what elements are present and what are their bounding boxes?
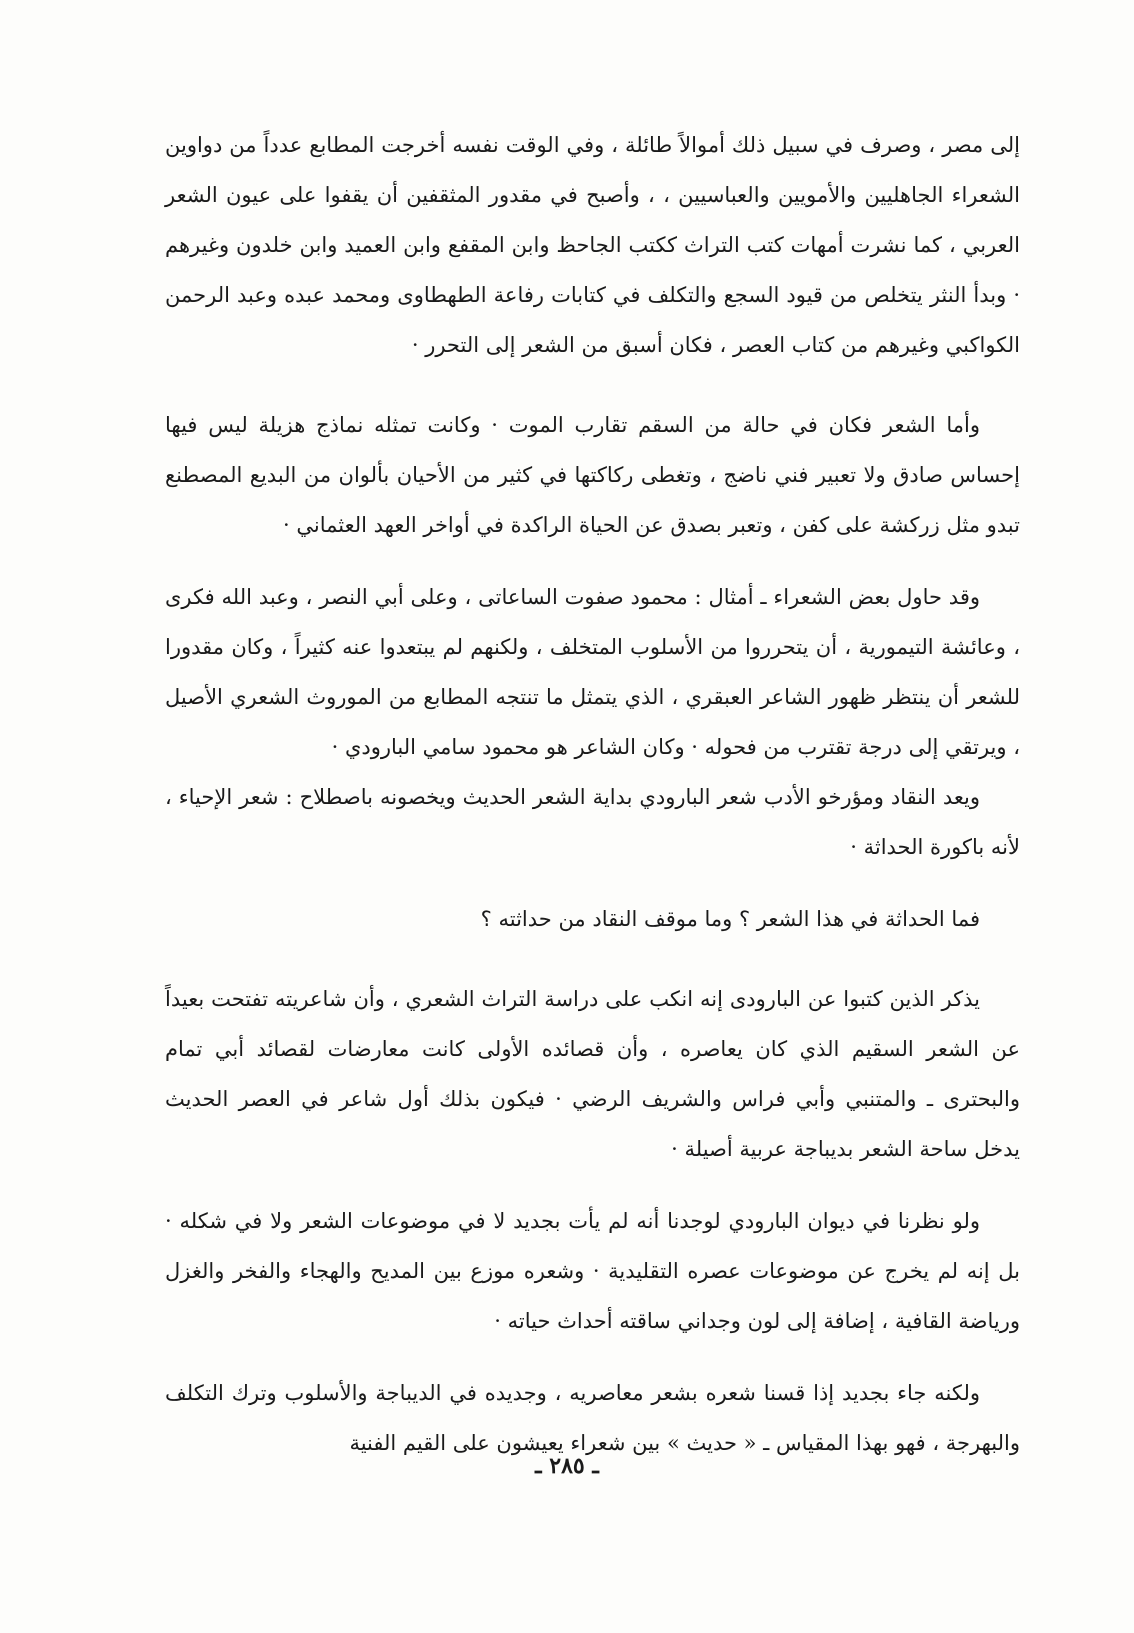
paragraph-5: فما الحداثة في هذا الشعر ؟ وما موقف النقاد من حداثته ؟ — [480, 907, 980, 931]
paragraph-3: وقد حاول بعض الشعراء ـ أمثال : محمود صفوت الساعاتى ، وعلى أبي النصر ، وعبد الله فكرى ، وعائشة التيمورية ، أن يتحرروا من الأسلوب المتخلف ، ولكنهم لم يبتعدوا عنه كثيراً ، وكان مقدورا للشعر أن ينتظر ظهور الشاعر العبقري ، الذي يتمثل ما تنتجه المطابع من الموروث الشعري الأصيل ، ويرتقي إلى درجة تقترب من فحوله · وكان الشاعر هو محمود سامي البارودي · — [165, 585, 1020, 759]
page-number: ـ ٢٨٥ ـ — [535, 1453, 599, 1479]
paragraph-4: ويعد النقاد ومؤرخو الأدب شعر البارودي بداية الشعر الحديث ويخصونه باصطلاح : شعر الإحياء ، لأنه باكورة الحداثة · — [165, 785, 1020, 859]
paragraph-7: ولو نظرنا في ديوان البارودي لوجدنا أنه لم يأت بجديد لا في موضوعات الشعر ولا في شكله · بل إنه لم يخرج عن موضوعات عصره التقليدية · وشعره موزع بين المديح والهجاء والفخر والغزل ورياضة القافية ، إضافة إلى لون وجداني ساقته أحداث حياته · — [165, 1209, 1020, 1333]
body-text — [165, 120, 1020, 1468]
paragraph-2: وأما الشعر فكان في حالة من السقم تقارب الموت · وكانت تمثله نماذج هزيلة ليس فيها إحساس صادق ولا تعبير فني ناضج ، وتغطى ركاكتها في كثير من الأحيان بألوان من البديع المصطنع تبدو مثل زركشة على كفن ، وتعبر بصدق عن الحياة الراكدة في أواخر العهد العثماني · — [165, 413, 1020, 537]
paragraph-8: ولكنه جاء بجديد إذا قسنا شعره بشعر معاصريه ، وجديده في الديباجة والأسلوب وترك التكلف والبهرجة ، فهو بهذا المقياس ـ « حديث » بين شعراء يعيشون على القيم الفنية — [165, 1381, 1020, 1455]
paragraph-1: إلى مصر ، وصرف في سبيل ذلك أموالاً طائلة ، وفي الوقت نفسه أخرجت المطابع عدداً من دواوين الشعراء الجاهليين والأمويين والعباسيين ، ، وأصبح في مقدور المثقفين أن يقفوا على عيون الشعر العربي ، كما نشرت أمهات كتب التراث ككتب الجاحظ وابن المقفع وابن العميد وابن خلدون وغيرهم · وبدأ النثر يتخلص من قيود السجع والتكلف في كتابات رفاعة الطهطاوى ومحمد عبده وعبد الرحمن الكواكبي وغيرهم من كتاب العصر ، فكان أسبق من الشعر إلى التحرر · — [165, 133, 1020, 357]
paragraph-6: يذكر الذين كتبوا عن البارودى إنه انكب على دراسة التراث الشعري ، وأن شاعريته تفتحت بعيداً عن الشعر السقيم الذي كان يعاصره ، وأن قصائده الأولى كانت معارضات لقصائد أبي تمام والبحترى ـ والمتنبي وأبي فراس والشريف الرضي · فيكون بذلك أول شاعر في العصر الحديث يدخل ساحة الشعر بديباجة عربية أصيلة · — [165, 987, 1020, 1161]
